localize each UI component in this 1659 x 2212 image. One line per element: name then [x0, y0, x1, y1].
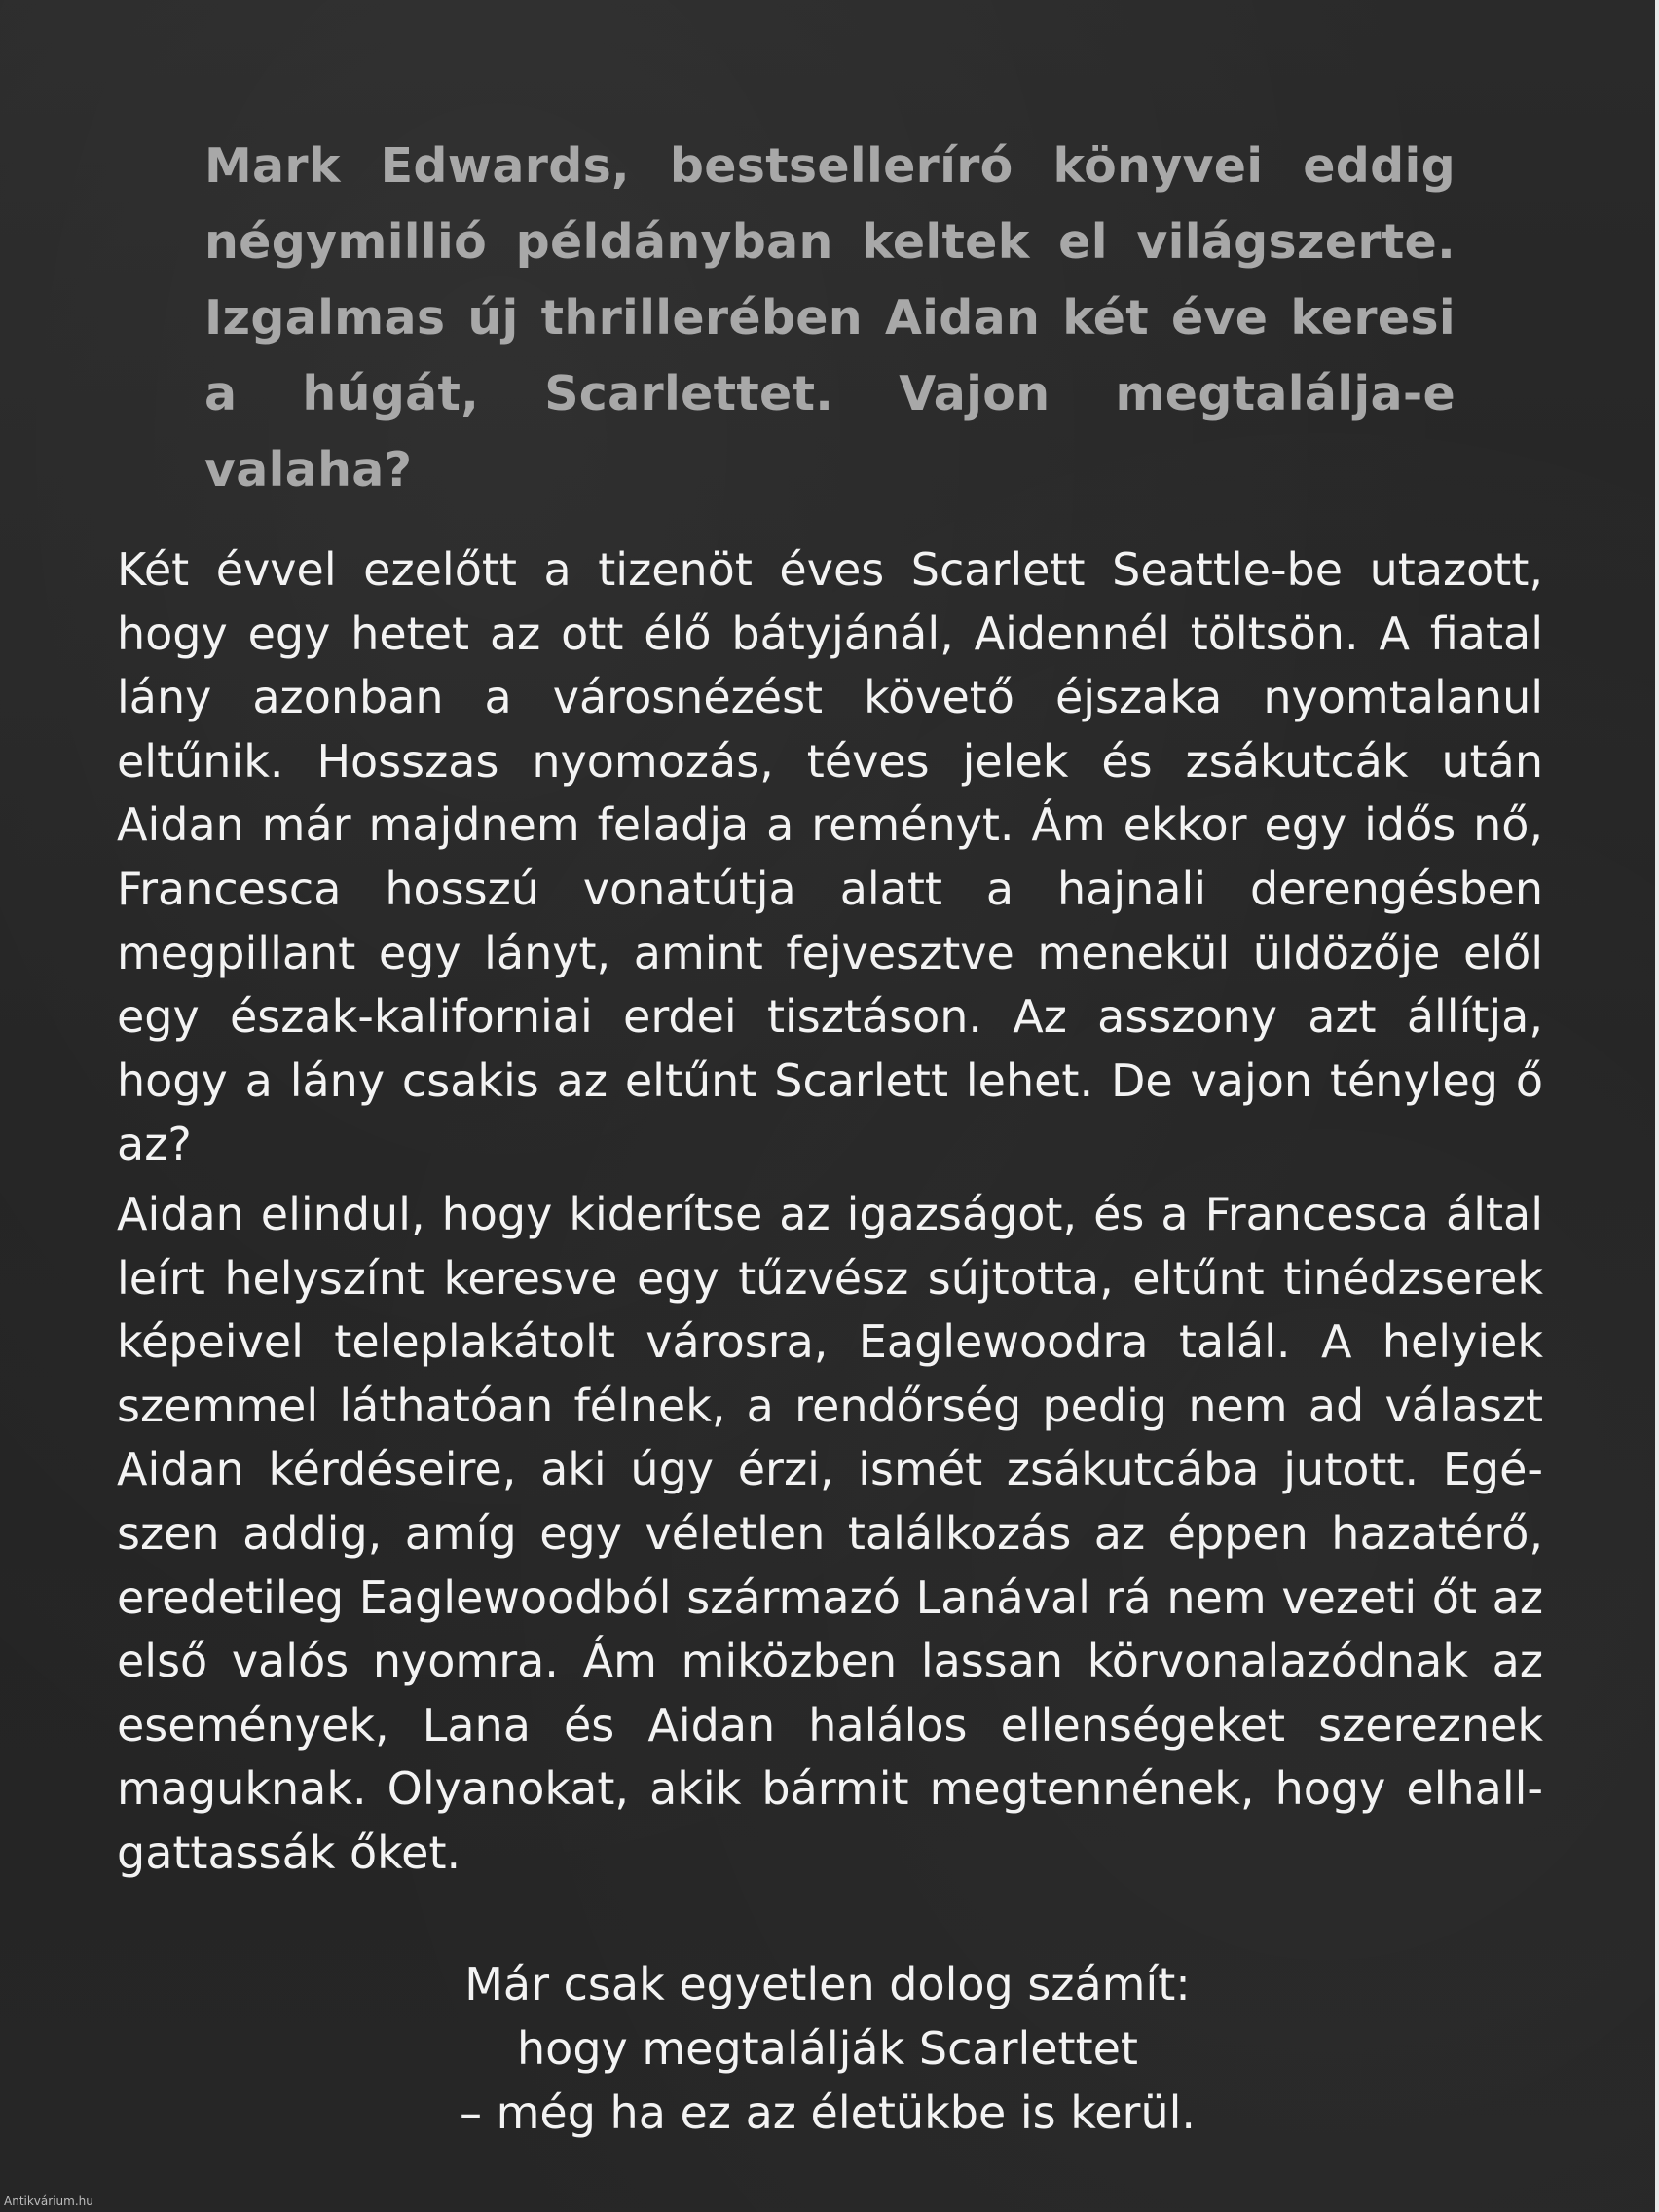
synopsis-paragraph-2: Aidan elindul, hogy kiderítse az igazságot, és a Francesca által leírt helyszínt keresve egy tűzvész sújtotta, eltűnt tinédzserek képeivel teleplakátolt városra, Eaglewoodra talál. A helyiek szemmel láthatóan félnek, a rendőrség pedig nem ad választ Aidan kérdéseire, aki úgy érzi, ismét zsákutcába jutott. Egészen addig, amíg egy véletlen találkozás az éppen hazatérő, eredetileg Eaglewoodból származó Lanával rá nem vezeti őt az első valós nyomra. Ám miközben lassan körvonalazódnak az események, Lana és Aidan halálos ellenségeket szereznek maguknak. Olyanokat, akik bármit megtennének, hogy elhallgattassák őket. [117, 1188, 1543, 1879]
author-blurb: Mark Edwards, bestselleríró könyvei eddig négymillió példányban keltek el világszerte. Izgalmas új thrillerében Aidan két éve keresi a húgát, Scarlettet. Vajon megtalálja-e valaha? [204, 138, 1456, 498]
watermark: Antikvárium.hu [4, 2194, 93, 2208]
closing-line-1: Már csak egyetlen dolog számít: [464, 1958, 1191, 2010]
closing-line-3: – még ha ez az életükbe is kerül. [459, 2086, 1196, 2139]
closing-line-2: hogy megtalálják Scarlettet [517, 2022, 1138, 2075]
synopsis-paragraph-1: Két évvel ezelőtt a tizenöt éves Scarlett Seattle-be utazott, hogy egy hetet az ott élő bátyjánál, Aidennél töltsön. A fiatal lány azonban a városnézést követő éjszaka nyomtalanul eltűnik. Hosszas nyomozás, téves jelek és zsákutcák után Aidan már majdnem feladja a reményt. Ám ekkor egy idős nő, Francesca hosszú vonatútja alatt a hajnali derengésben megpillant egy lányt, amint fejvesztve menekül üldözője elől egy észak-kaliforniai erdei tisztáson. Az asszony azt állítja, hogy a lány csakis az eltűnt Scarlett lehet. De vajon tényleg ő az? [117, 543, 1543, 1171]
closing-tagline [389, 1952, 1266, 2145]
